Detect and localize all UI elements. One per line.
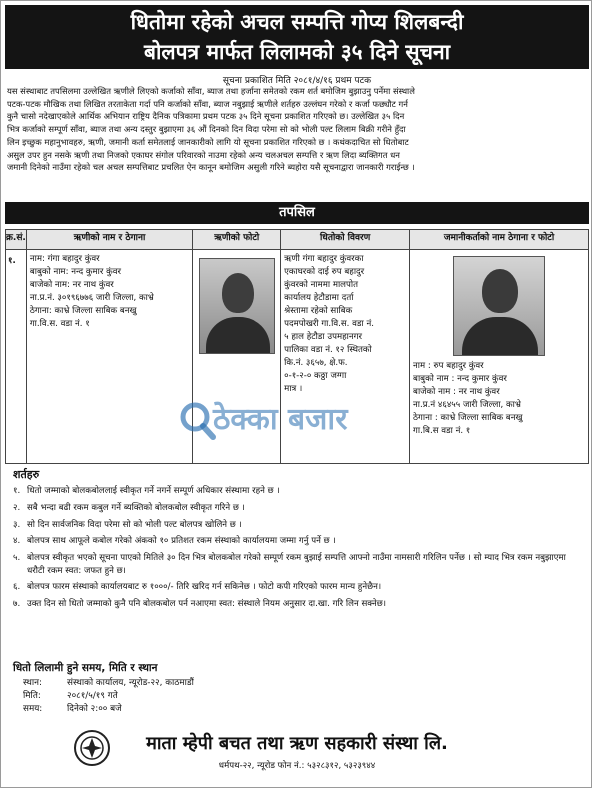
header-guarantor: जमानीकर्ताको नाम ठेगाना र फोटो	[410, 230, 589, 250]
term-text: बोलपत्र स्वीकृत भएको सूचना पाएको मितिले ३० दिन भित्र बोलकबोल गरेको सम्पूर्ण रकम बुझाई सम्पत्ति आफ्नो नाउँमा नामसारी गरिलिन पर्नेछ । सो म्याद भित्र रकम नबुझाएमा धरौटी रकम स्वत: जफत हुने छ।	[27, 553, 566, 576]
list-item	[13, 519, 585, 531]
guarantor-line: बाजेको नाम : नर नाथ कुंवर	[413, 387, 500, 397]
term-text: उक्त दिन सो धितो जम्माको कुनै पनि बोलकबोल पर्न नआएमा स्वत: संस्थाले नियम अनुसार दा.खा. गरि लिन सक्नेछ।	[27, 599, 387, 610]
borrower-line: नाम: गंगा बहादुर कुंवर	[29, 254, 100, 264]
header-serial: क्र.सं.	[6, 230, 27, 250]
borrower-cell	[26, 250, 192, 464]
borrower-line: ना.प्र.नं. ३०१९६७७६ जारी जिल्ला, काभ्रे	[29, 293, 154, 303]
list-item	[13, 502, 585, 514]
auction-value: संस्थाको कार्यालय, न्यूरोड-२२, काठमाडौं	[67, 678, 194, 688]
term-text: बोलपत्र साथ आफूले कबोल गरेको अंकको १० प्रतिशत रकम संस्थाको कार्यालयमा जम्मा गर्नु पर्ने छ ।	[27, 536, 336, 547]
term-number: ३.	[13, 519, 21, 530]
term-number: १.	[13, 486, 21, 496]
auction-row	[13, 690, 263, 703]
term-number: ५.	[13, 553, 21, 564]
collateral-line: कार्यालय हेटौडामा दर्ता	[284, 293, 354, 303]
list-item	[13, 535, 585, 547]
auction-row	[13, 703, 263, 716]
collateral-line: पदमपोखरी गा.वि.स. वडा नं.	[284, 319, 374, 329]
terms-heading: शर्तहरु	[13, 468, 40, 481]
guarantor-line: बाबुको नाम : नन्द कुमार कुंवर	[413, 374, 507, 384]
organization-name: माता म्हेपी बचत तथा ऋण सहकारी संस्था लि.	[146, 733, 448, 754]
borrower-line: गा.वि.स. वडा नं. १	[29, 319, 90, 329]
auction-details	[13, 661, 263, 716]
title-banner	[5, 5, 589, 69]
terms-list	[13, 485, 585, 615]
publication-date: सूचना प्रकाशित मिति २०८१/४/१६ प्रथम पटक	[222, 76, 372, 86]
header-borrower-photo: ऋणीको फोटो	[193, 230, 281, 250]
intro-line: पटक-पटक मौखिक तथा लिखित तरताकेता गर्दा पनि कर्जाको साँवा, ब्याज नबुझाई ऋणीले शर्तहरु उल्लंघन गरेको र कर्जा फछ्यौट गर्न	[7, 98, 408, 109]
list-item	[13, 581, 585, 593]
borrower-photo-body	[206, 317, 270, 354]
list-item	[13, 552, 585, 577]
header-borrower: ऋणीको नाम र ठेगाना	[26, 230, 192, 250]
collateral-line: ०-१-२-० कठ्ठा जग्गा	[284, 371, 347, 381]
title-line-2: बोलपत्र मार्फत लिलामको ३५ दिने सूचना	[143, 40, 451, 64]
collateral-line: ५ हाल हेटौडा उपमहानगर	[284, 332, 363, 342]
intro-line: जमानी दिनेको नाउँमा रहेको चल अचल सम्पत्तिबाट प्रचलित ऐन कानून बमोजिम असुली गरिने ब्यहोरा यसै सूचनाद्वारा जानकारी गराईन्छ ।	[7, 162, 415, 173]
auction-key: समय:	[23, 704, 43, 714]
intro-line: यस संस्थाबाट तपसिलमा उल्लेखित ऋणीले लिएको कर्जाको साँवा, ब्याज तथा हर्जाना समेतको रकम शर्त बमोजिम बुझाउनु पर्नेमा संस्थाले	[7, 86, 415, 96]
borrower-photo-head	[222, 273, 254, 313]
borrower-line: ठेगाना: काभ्रे जिल्ला साबिक बनखु	[29, 306, 137, 316]
intro-line: लिन इच्छुक महानुभावहरु, ऋणी, जमानी कर्ता समेतलाई जानकारीको लागि यो सूचना प्रकाशित गरिएको छ । कथंकदाचित सो धितोबाट	[7, 136, 409, 147]
serial-cell	[6, 250, 27, 464]
guarantor-photo-body	[462, 317, 538, 356]
auction-value: दिनेको २:०० बजे	[67, 704, 122, 714]
section-heading: तपसिल	[5, 202, 589, 224]
guarantor-line: ठेगाना : काभ्रे जिल्ला साबिक बनखु	[413, 413, 523, 423]
collateral-line: कुंवरको नाममा मालपोत	[284, 280, 359, 290]
intro-paragraph	[7, 85, 587, 174]
guarantor-photo-head	[482, 269, 518, 313]
term-text: सबै भन्दा बढी रकम कबुल गर्ने ब्यक्तिको बोलकबोल स्वीकृत गरिने छ ।	[27, 502, 245, 513]
term-number: ४.	[13, 536, 21, 547]
title-line-1: धितोमा रहेको अचल सम्पत्ति गोप्य शिलबन्दी	[130, 10, 464, 34]
auction-value: २०८१/५/१९ गते	[67, 691, 118, 701]
auction-key: स्थान:	[23, 678, 42, 688]
intro-line: असुल उपर हुन नसके ऋणी तथा निजको एकाघर संगोल परिवारको नाउमा रहेको अन्य चलअचल सम्पत्ति र ऋण लिदा ब्यक्तिगत धन	[7, 149, 400, 160]
borrower-photo	[199, 258, 275, 354]
collateral-line: ऋणी गंगा बहादुर कुंवरका	[284, 254, 364, 264]
list-item	[13, 598, 585, 610]
watermark-text: ठेक्का बजार	[213, 402, 348, 437]
borrower-line: बाबुको नाम: नन्द कुमार कुंवर	[29, 267, 122, 277]
guarantor-line: गा.बि.स वडा नं. १	[413, 426, 471, 436]
header-collateral: धितोको विवरण	[281, 230, 410, 250]
guarantor-cell	[410, 250, 589, 464]
collateral-line: मात्र ।	[284, 384, 303, 394]
intro-line: कुनै चासो नदेखाएकोले आर्थिक अभियान राष्ट्रिय दैनिक पत्रिकामा प्रथम पटक ३५ दिने सूचना प्रकाशित गरिएको छ। उल्लेखित ३५ दिन	[7, 111, 405, 122]
term-text: धितो जम्माको बोलकबोललाई स्वीकृत गर्ने नगर्ने सम्पूर्ण अधिकार संस्थामा रहने छ ।	[27, 486, 280, 496]
table-header-row	[6, 230, 589, 250]
guarantor-photo	[453, 256, 545, 356]
auction-heading: धितो लिलामी हुने समय, मिति र स्थान	[13, 662, 158, 674]
term-number: ६.	[13, 582, 21, 593]
intro-line: भित्र कर्जाको सम्पूर्ण साँवा, ब्याज तथा अन्य दस्तुर बुझाएमा ३६ औं दिनको दिन विदा परेमा सो को भोली पल्ट लिलाम बिक्री गरीने हुँदा	[7, 124, 406, 135]
term-number: ७.	[13, 599, 21, 610]
collateral-line: कि.नं. ३६५७, क्षे.फ.	[284, 358, 348, 368]
guarantor-line: नाम : रुप बहादुर कुंवर	[413, 361, 484, 371]
collateral-line: एकाघरको दाई रुप बहादुर	[284, 267, 365, 277]
organization-address: धर्मपथ-२२, न्यूरोड फोन नं.: ५३२८३१२, ५३२३९४४	[218, 761, 376, 771]
list-item	[13, 485, 585, 497]
collateral-line: श्रेस्तामा रहेको साबिक	[284, 306, 353, 316]
auction-row	[13, 677, 263, 690]
guarantor-line: ना.प्र.नं ४६४५५ जारी जिल्ला, काभ्रे	[413, 400, 521, 410]
auction-key: मिति:	[23, 691, 41, 701]
serial-number: १.	[8, 256, 16, 266]
term-text: सो दिन सार्वजनिक विदा परेमा सो को भोली पल्ट बोलपत्र खोलिने छ ।	[27, 519, 242, 530]
collateral-line: पालिका वडा नं. १२ स्थितको	[284, 345, 372, 355]
term-number: २.	[13, 502, 21, 513]
borrower-line: बाजेको नाम: नर नाथ कुंवर	[29, 280, 114, 290]
term-text: बोलपत्र फारम संस्थाको कार्यालयबाट रु १०००/- तिरि खरिद गर्न सकिनेछ । फोटो कपी गरिएको फारम मान्य हुनेछैन।	[27, 582, 382, 593]
